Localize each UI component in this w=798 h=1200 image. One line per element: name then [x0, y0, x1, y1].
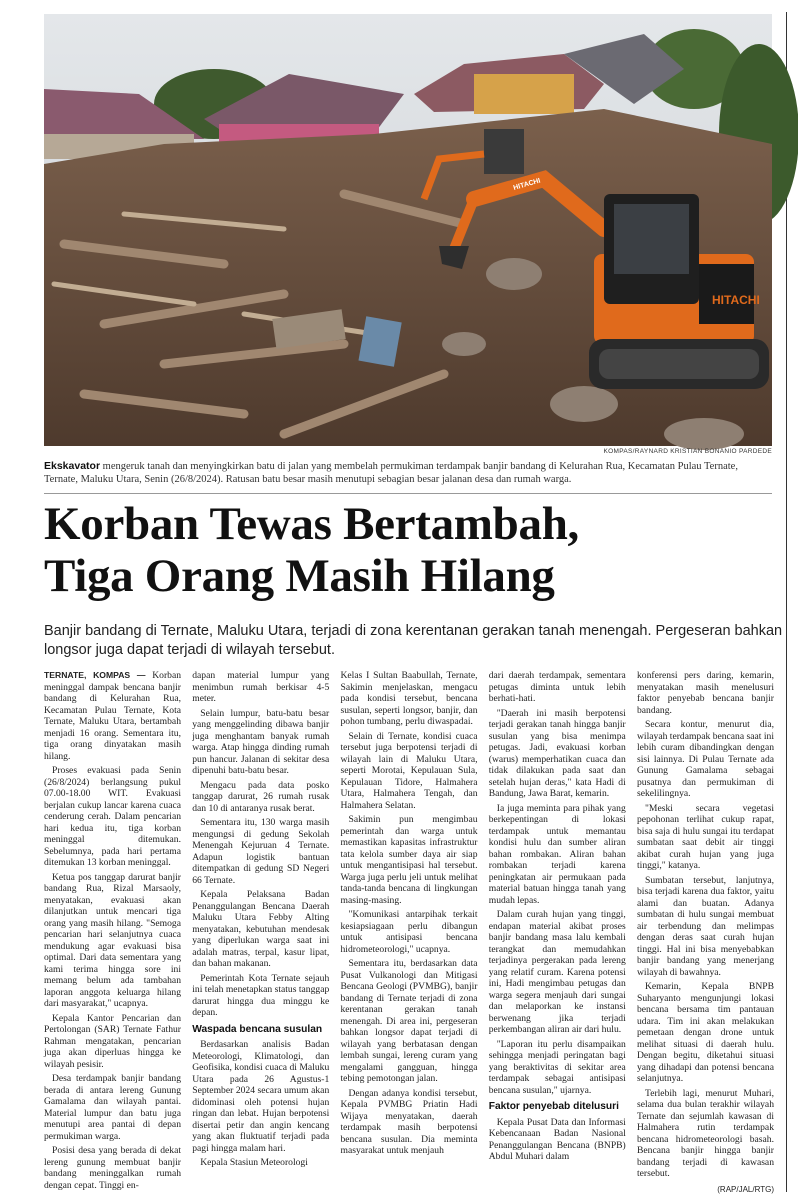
paragraph: Sementara itu, 130 warga masih mengungsi di gedung Sekolah Menengah Kejuruan 4 Ternate. Adapun logistik bantuan ditempatkan di gedung SD Negeri 66 Ternate.: [192, 817, 330, 886]
excavator-flood-photo: [44, 14, 772, 446]
caption-text: mengeruk tanah dan menyingkirkan batu di jalan yang membelah permukiman terdampak banjir bandang di Kelurahan Rua, Kecamatan Pulau Ternate, Ternate, Maluku Utara, Senin (26/8/2024). Ratusan batu besar masih menutupi sebagian besar jalanan desa dan rumah warga.: [44, 461, 738, 485]
paragraph: Dengan adanya kondisi tersebut, Kepala PVMBG Priatin Hadi Wijaya menyatakan, daerah terdampak masih berpotensi bencana susulan. Dia meminta masyarakat untuk menjauh: [340, 1087, 478, 1156]
column-4: [489, 670, 626, 1180]
svg-text:HITACHI: HITACHI: [512, 177, 542, 192]
dateline: TERNATE, KOMPAS —: [44, 670, 146, 680]
paragraph: Sumbatan tersebut, lanjutnya, bisa terjadi karena dua faktor, yaitu alami dan buatan. Adanya sumbatan di hulu sungai membuat air terbendung dan melimpas dengan deras saat curah hujan tinggi. Hal ini bisa menyebabkan banjir bandang yang menerjang wilayah di bawahnya.: [637, 874, 774, 978]
deck-subtitle: Banjir bandang di Ternate, Maluku Utara, terjadi di zona kerentanan gerakan tanah menengah. Pergeseran bahkan longsor juga dapat terjadi di wilayah tersebut.: [44, 623, 783, 658]
paragraph: Selain di Ternate, kondisi cuaca tersebut juga berpotensi terjadi di wilayah lain di Maluku Utara, seperti Morotai, Kepulauan Sula, Kepulauan Tidore, Halmahera Utara, Halmahera Tengah, dan Halmahera Selatan.: [340, 730, 478, 811]
headline-line-2: Tiga Orang Masih Hilang: [44, 550, 555, 602]
paragraph: Sakimin pun mengimbau pemerintah dan warga untuk memastikan kapasitas infrastruktur tata kelola sumber daya air siap untuk mengantisipasi hal tersebut. Warga juga perlu jeli untuk melihat tanda-tanda bencana di lingkungan masing-masing.: [340, 814, 478, 906]
paragraph: Berdasarkan analisis Badan Meteorologi, Klimatologi, dan Geofisika, kondisi cuaca di Maluku Utara pada 26 Agustus-1 September 2024 secara umum akan didominasi oleh potensi hujan ringan dan lebat. Hujan berpotensi disertai petir dan angin kencang yang akan fluktuatif terjadi pada pagi hingga malam hari.: [192, 1039, 330, 1154]
paragraph: Kepala Stasiun Meteorologi: [200, 1157, 308, 1168]
paragraph: dapan material lumpur yang menimbun rumah berkisar 4-5 meter.: [192, 670, 330, 704]
news-photo: [44, 14, 772, 446]
photo-credit: KOMPAS/RAYNARD KRISTIAN BONANIO PARDEDE: [603, 448, 772, 455]
column-2: [192, 670, 329, 1180]
paragraph: Secara kontur, menurut dia, wilayah terdampak bencana saat ini lebih curam dibandingkan dengan sisi lainnya. Di Pulau Ternate ada Gunung Gamalama sebagai pusatnya dan permukiman di sekelilingnya.: [637, 719, 774, 799]
paragraph: Selain lumpur, batu-batu besar yang menggelinding dibawa banjir juga menghantam banyak rumah warga. Atap hingga dinding rumah pun hancur. Jalanan di sekitar desa dipenuhi batu-batu besar.: [192, 707, 330, 776]
paragraph: Dalam curah hujan yang tinggi, endapan material akibat proses banjir bandang masa lalu kembali terangkat dan memudahkan terjadinya pergerakan pada lereng yang relatif curam. Karena potensi ini, Hadi mengimbau petugas dan warga segera menjauh dari sungai dan melaporkan ke instansi berwenang jika terjadi perkembangan aliran air dari hulu.: [488, 909, 626, 1035]
paragraph: Kemarin, Kepala BNPB Suharyanto mengunjungi lokasi bencana bersama tim pantauan udara. Tim ini akan melakukan pemetaan dengan drone untuk melihat situasi di daerah hulu. Dengan begitu, diketahui situasi yang dihadapi dan potensi bencana selanjutnya.: [637, 981, 774, 1084]
headline: [44, 498, 784, 602]
photo-caption: [44, 460, 772, 486]
paragraph: "Komunikasi antarpihak terkait kesiapsiagaan perlu dibangun untuk antisipasi bencana hidrometeorologi," ucapnya.: [340, 909, 478, 955]
paragraph: Sementara itu, berdasarkan data Pusat Vulkanologi dan Mitigasi Bencana Geologi (PVMBG), banjir bandang di Ternate terjadi di zona kerentanan gerakan tanah menengah. Di area ini, pergeseran bahkan longsor dapat terjadi di wilayah yang berbatasan dengan lembah sungai, lereng curam yang mengalami gangguan, hingga tebing pemotongan jalan.: [340, 958, 478, 1084]
subheading-waspada: Waspada bencana susulan: [192, 1023, 323, 1035]
paragraph: Posisi desa yang berada di dekat lereng gunung membuat banjir bandang meninggalkan rumah dengan cepat. Tinggi en-: [44, 1145, 181, 1191]
paragraph: "Daerah ini masih berpotensi terjadi gerakan tanah hingga banjir susulan yang bisa menimpa petugas. Jadi, evakuasi korban (warus) memperhatikan cuaca dan tidak dilakukan pada saat dan setelah hujan deras," kata Hadi di Bandung, Jawa Barat, kemarin.: [488, 707, 626, 799]
paragraph: konferensi pers daring, kemarin, menyatakan masih menelusuri faktor penyebab bencana banjir bandang.: [637, 670, 774, 716]
subheading-faktor: Faktor penyebab ditelusuri: [488, 1101, 619, 1112]
column-3: [341, 670, 478, 1180]
paragraph: Kelas I Sultan Baabullah, Ternate, Sakimin menjelaskan, mengacu pada kondisi tersebut, bencana susulan, seperti longsor, banjir, dan pohon tumbang, perlu diwaspadai.: [340, 670, 478, 727]
reporter-signature: (RAP/JAL/RTG): [717, 1184, 774, 1194]
headline-line-1: Korban Tewas Bertambah,: [44, 498, 579, 550]
paragraph: Ia juga meminta para pihak yang berkepentingan di lokasi terdampak untuk memantau kondisi hulu dan sumber aliran bahan rombakan. Aliran bahan rombakan terjadi karena peningkatan air permukaan pada material batuan hingga tanah yang mudah lepas.: [488, 802, 626, 906]
paragraph: Kepala Kantor Pencarian dan Pertolongan (SAR) Ternate Fathur Rahman mengatakan, pencarian juga akan diperluas hingga ke wilayah pesisir.: [44, 1012, 181, 1070]
paragraph: dari daerah terdampak, sementara petugas diminta untuk lebih berhati-hati.: [488, 670, 626, 704]
paragraph: Kepala Pusat Data dan Informasi Kebencanaan Badan Nasional Penanggulangan Bencana (BNPB) Abdul Muhari dalam: [488, 1116, 626, 1162]
paragraph: Mengacu pada data posko tanggap darurat, 26 rumah rusak dan 10 di antaranya rusak berat.: [192, 779, 330, 814]
paragraph: Desa terdampak banjir bandang berada di antara lereng Gunung Gamalama dan wilayah pantai. Material lumpur dan batu juga menutupi area pantai di depan permukiman warga.: [44, 1073, 181, 1142]
article-body: [44, 670, 774, 1194]
paragraph: Proses evakuasi pada Senin (26/8/2024) berlangsung pukul 07.00-18.00 WIT. Evakuasi berjalan cukup lancar karena cuaca cenderung cerah. Dalam pencarian hari kedua itu, tiga korban meninggal ditemukan. Sebelumnya, pada hari pertama ditemukan 13 korban meninggal.: [44, 765, 181, 868]
paragraph: "Meski secara vegetasi pepohonan terlihat cukup rapat, bisa saja di hulu sungai itu terdapat sumbatan saat debit air tinggi akibat curah hujan yang juga tinggi," katanya.: [637, 802, 774, 871]
caption-lead: Ekskavator: [44, 460, 101, 472]
column-1: [44, 670, 182, 1191]
paragraph: "Laporan itu perlu disampaikan sehingga menjadi peringatan bagi yang beraktivitas di sekitar area terdampak sebagai antisipasi bencana susulan," ujarnya.: [488, 1038, 626, 1096]
svg-text:HITACHI: HITACHI: [712, 293, 760, 307]
paragraph: Kepala Pelaksana Badan Penanggulangan Bencana Daerah Maluku Utara Febby Alting menyatakan, kebutuhan mendesak yang diperlukan warga saat ini adalah matras, terpal, kasur lipat, dan bahan makanan.: [192, 889, 330, 969]
column-5: [637, 670, 774, 1194]
lead-paragraph: TERNATE, KOMPAS — Korban meninggal dampak bencana banjir bandang di Kelurahan Rua, Kecamatan Pulau Ternate, Kota Ternate, Maluku Utara, bertambah menjadi 16 orang. Sementara itu, tiga orang dinyatakan masih hilang.: [44, 670, 182, 762]
caption-divider: [44, 493, 772, 494]
paragraph: Terlebih lagi, menurut Muhari, selama dua bulan terakhir wilayah Ternate dan sejumlah kawasan di Halmahera rutin terdampak bencana hidrometeorologi basah. Bencana banjir hingga banjir bandang terjadi di kawasan tersebut.: [637, 1087, 774, 1179]
paragraph: Pemerintah Kota Ternate sejauh ini telah menetapkan status tanggap darurat hingga dua minggu ke depan.: [192, 972, 330, 1018]
paragraph: Ketua pos tanggap darurat banjir bandang Rua, Rizal Marsaoly, menyatakan, evakuasi akan dilanjutkan untuk mencari tiga orang yang masih hilang. "Semoga pencarian hari selanjutnya cuaca mendukung agar evakuasi bisa optimal. Dari data sementara yang kami terima hingga sore ini memang belum ada tambahan laporan anggota keluarga hilang dari masyarakat," ucapnya.: [44, 871, 181, 1009]
